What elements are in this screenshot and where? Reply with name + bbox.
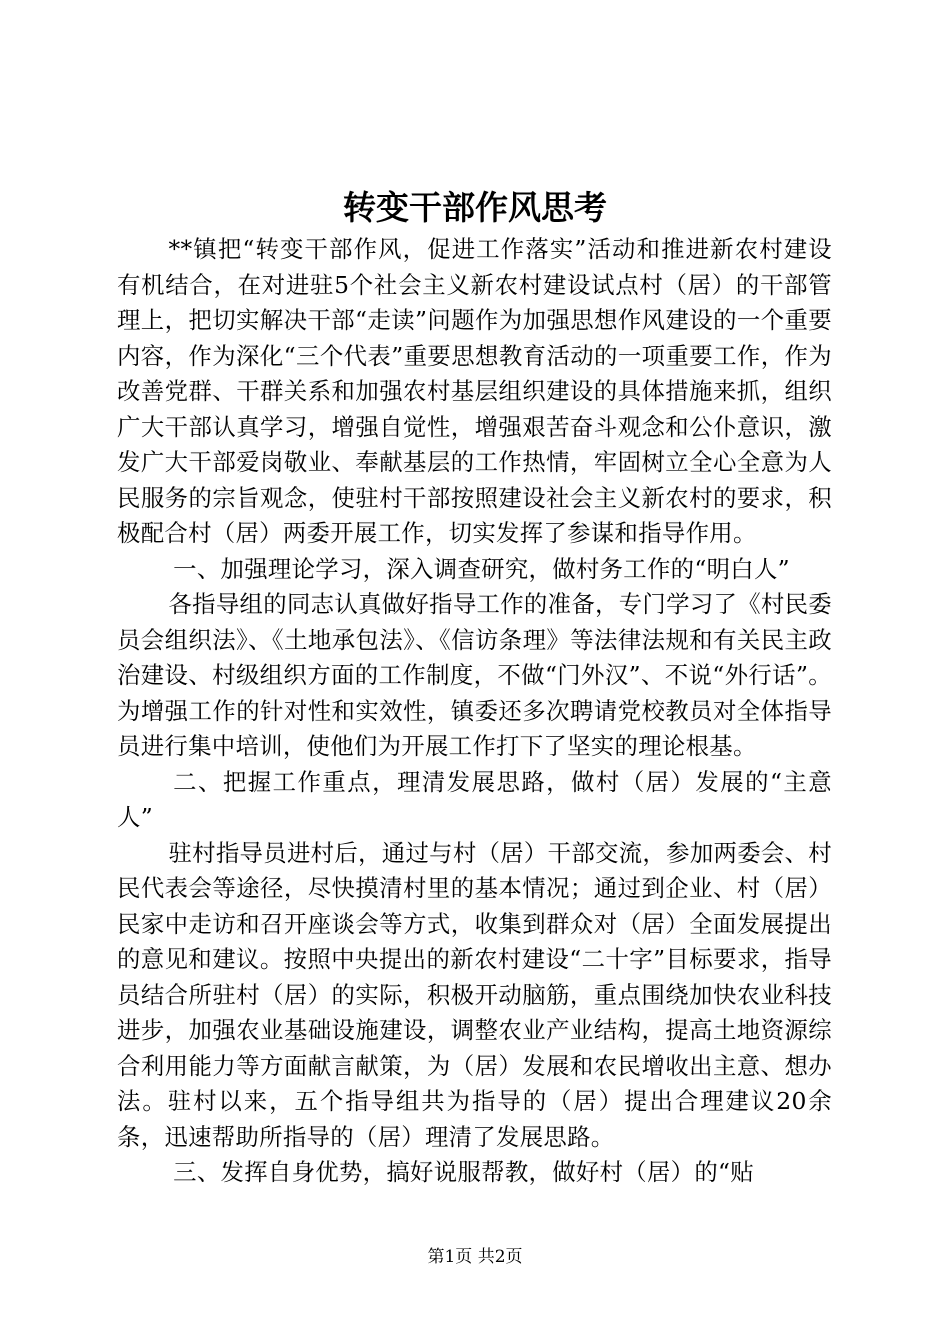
section-paragraph-2: 驻村指导员进村后，通过与村（居）干部交流，参加两委会、村民代表会等途径，尽快摸清村里的基本情况；通过到企业、村（居）民家中走访和召开座谈会等方式，收集到群众对（居）全面发展提出的意见和建议。按照中央提出的新农村建设“二十字”目标要求，指导员结合所驻村（居）的实际，积极开动脑筋，重点围绕加快农业科技进步，加强农业基础设施建设，调整农业产业结构，提高土地资源综合利用能力等方面献言献策，为（居）发展和农民增收出主意、想办法。驻村以来，五个指导组共为指导的（居）提出合理建议20余条，迅速帮助所指导的（居）理清了发展思路。 [117,838,832,1151]
section-heading-3: 三、发挥自身优势，搞好说服帮教，做好村（居）的“贴 [173,1158,754,1186]
page-number: 第1页 共2页 [427,1247,523,1267]
section-heading-2: 二、把握工作重点，理清发展思路，做村（居）发展的“主意人” [117,767,832,831]
intro-paragraph: **镇把“转变干部作风，促进工作落实”活动和推进新农村建设有机结合，在对进驻5个社会主义新农村建设试点村（居）的干部管理上，把切实解决干部“走读”问题作为加强思想作风建设的一个重要内容，作为深化“三个代表”重要思想教育活动的一项重要工作，作为改善党群、干群关系和加强农村基层组织建设的具体措施来抓，组织广大干部认真学习，增强自觉性，增强艰苦奋斗观念和公仆意识，激发广大干部爱岗敬业、奉献基层的工作热情，牢固树立全心全意为人民服务的宗旨观念，使驻村干部按照建设社会主义新农村的要求，积极配合村（居）两委开展工作，切实发挥了参谋和指导作用。 [117,235,832,547]
section-paragraph-1: 各指导组的同志认真做好指导工作的准备，专门学习了《村民委员会组织法》、《土地承包法》、《信访条理》等法律法规和有关民主政治建设、村级组织方面的工作制度，不做“门外汉”、不说“外行话”。为增强工作的针对性和实效性，镇委还多次聘请党校教员对全体指导员进行集中培训，使他们为开展工作打下了坚实的理论根基。 [117,590,832,760]
section-heading-1: 一、加强理论学习，深入调查研究，做村务工作的“明白人” [173,554,790,583]
document-body [117,232,832,1191]
document-title: 转变干部作风思考 [343,188,607,227]
